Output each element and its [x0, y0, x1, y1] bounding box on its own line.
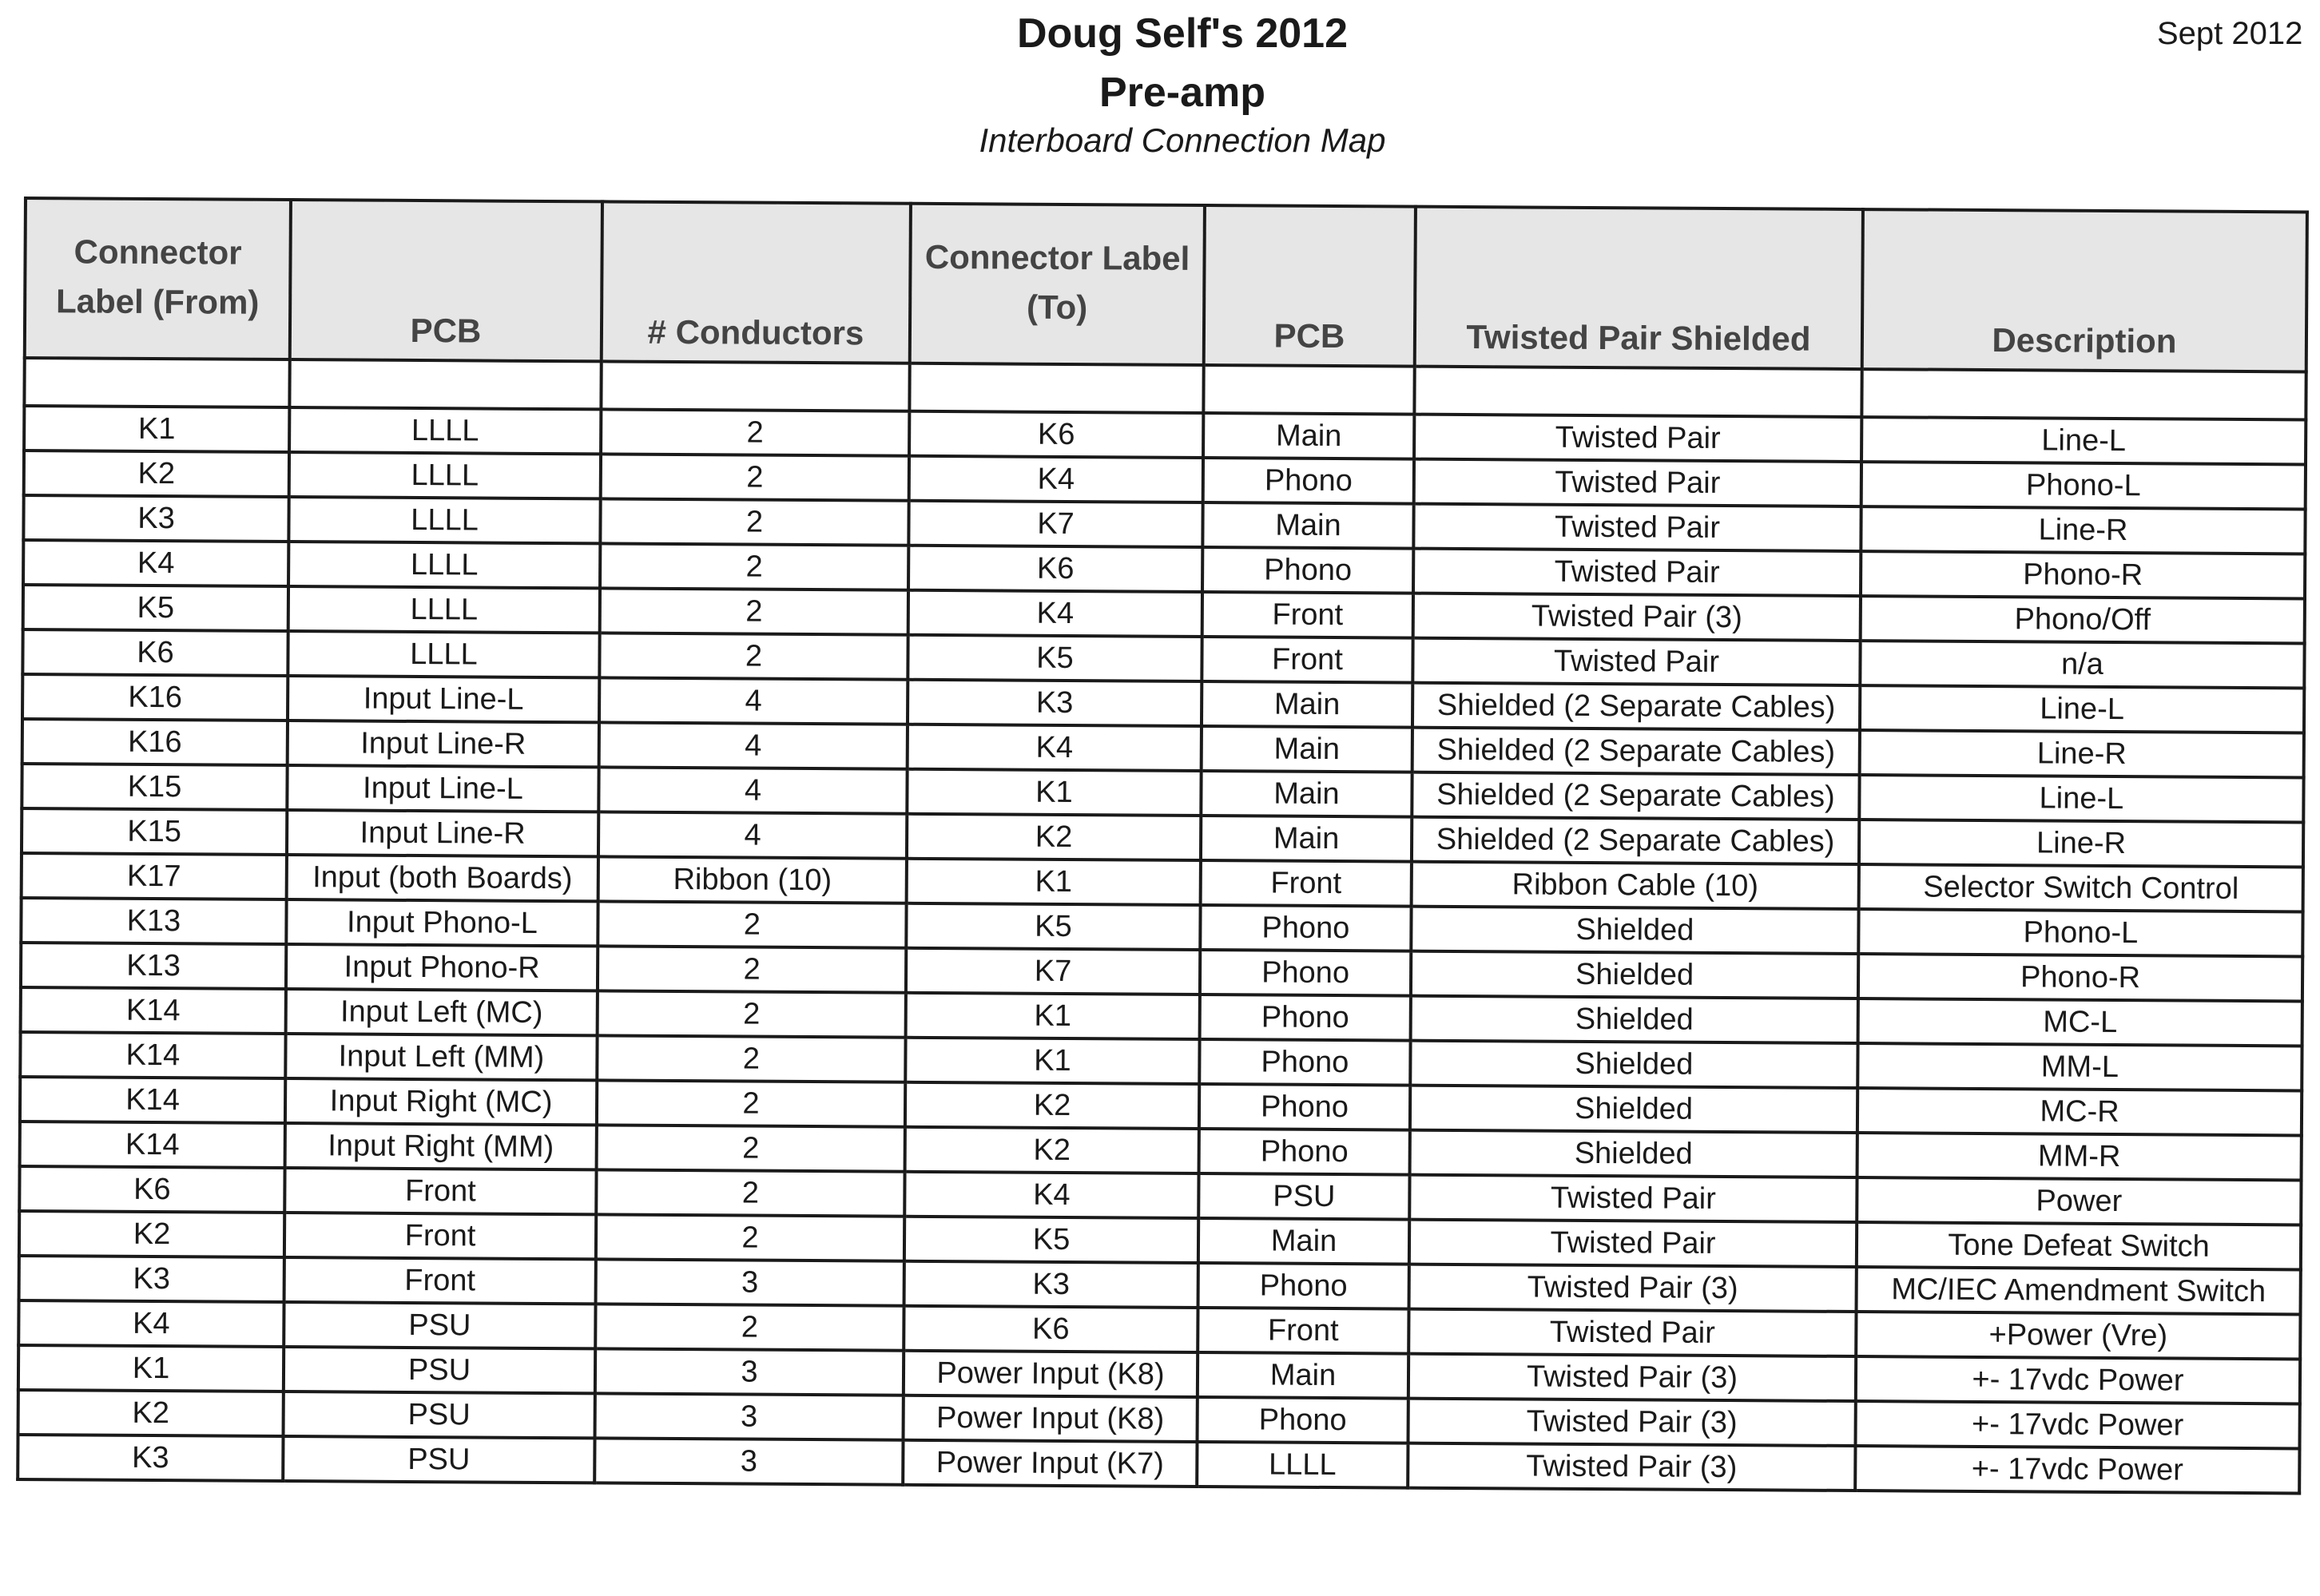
cell-pcb-to: Main [1202, 502, 1413, 549]
cell-twisted-pair: Shielded [1410, 1086, 1857, 1133]
cell-description: Line-L [1861, 417, 2306, 464]
cell-description: Line-R [1859, 820, 2303, 867]
cell-description: MC-R [1857, 1088, 2302, 1135]
cell-pcb-from: Front [284, 1168, 596, 1214]
cell-conductors: 4 [598, 767, 907, 813]
cell-pcb-from: PSU [283, 1436, 594, 1483]
cell-connector-to: K4 [909, 456, 1203, 502]
cell-connector-to: K6 [908, 546, 1202, 592]
cell-pcb-from: Input Line-L [288, 676, 599, 722]
cell-twisted-pair: Shielded [1410, 1130, 1857, 1177]
cell-pcb-to: Main [1198, 1352, 1408, 1399]
cell-pcb-from: Front [284, 1257, 596, 1304]
cell-connector-to: Power Input (K7) [903, 1440, 1197, 1487]
document-header [0, 0, 2320, 184]
cell-conductors: 3 [595, 1393, 904, 1439]
cell-conductors: 2 [598, 946, 906, 992]
cell-conductors: 2 [598, 991, 906, 1037]
cell-twisted-pair: Twisted Pair (3) [1408, 1399, 1855, 1446]
cell-connector-from: K2 [18, 1390, 284, 1436]
cell-description: Line-R [1861, 506, 2305, 554]
cell-connector-from: K6 [19, 1166, 284, 1213]
cell-pcb-from: Input (both Boards) [287, 855, 598, 901]
cell-pcb-from: LLLL [288, 631, 599, 677]
cell-pcb-to: Phono [1200, 950, 1411, 996]
cell-description: Tone Defeat Switch [1857, 1222, 2301, 1269]
cell-pcb-from: Input Phono-R [286, 944, 598, 991]
cell-pcb-to: Phono [1198, 1397, 1408, 1443]
cell-connector-to: K4 [908, 725, 1202, 771]
cell-pcb-to: Front [1198, 1308, 1408, 1354]
cell-pcb-from: Input Line-R [288, 721, 599, 767]
cell-twisted-pair: Shielded (2 Separate Cables) [1412, 683, 1860, 730]
cell-conductors: 2 [600, 543, 908, 590]
cell-twisted-pair: Shielded [1410, 1041, 1857, 1088]
cell-conductors: 4 [599, 722, 908, 768]
document-date: Sept 2012 [2157, 16, 2303, 51]
cell-description: Phono-R [1861, 551, 2305, 598]
header-row [25, 198, 2307, 371]
cell-twisted-pair: Twisted Pair (3) [1413, 594, 1861, 641]
cell-connector-to: K1 [906, 993, 1200, 1039]
cell-conductors: 3 [596, 1259, 904, 1305]
cell-conductors: 2 [600, 498, 908, 545]
column-header-label: PCB [410, 311, 482, 350]
column-header-twisted-pair [1415, 207, 1863, 369]
column-header-label: PCB [1273, 316, 1345, 355]
cell-conductors: 2 [599, 633, 908, 679]
cell-connector-from: K17 [22, 853, 287, 899]
cell-connector-from: K14 [20, 1032, 285, 1078]
cell-description: +Power (Vre) [1856, 1312, 2300, 1359]
cell-connector-from: K14 [20, 1122, 285, 1168]
cell-description: Phono-L [1861, 462, 2306, 509]
cell-connector-from: K13 [21, 943, 286, 989]
cell-connector-to: Power Input (K8) [904, 1396, 1198, 1442]
cell-conductors: 2 [601, 409, 909, 455]
cell-pcb-from: Input Right (MM) [285, 1123, 597, 1169]
cell-conductors: 2 [597, 1035, 905, 1082]
cell-twisted-pair: Twisted Pair (3) [1409, 1264, 1857, 1312]
cell-connector-from: K5 [23, 585, 288, 631]
table-cell-empty [24, 358, 289, 407]
cell-pcb-to: Main [1201, 816, 1412, 862]
cell-connector-from: K15 [22, 764, 287, 810]
table-cell-empty [1203, 365, 1414, 415]
cell-twisted-pair: Ribbon Cable (10) [1412, 862, 1859, 909]
column-header-label: # Conductors [647, 312, 864, 352]
cell-pcb-from: PSU [284, 1392, 595, 1438]
cell-description: MM-R [1857, 1133, 2302, 1180]
cell-pcb-to: PSU [1198, 1173, 1409, 1220]
cell-pcb-from: LLLL [289, 452, 601, 498]
cell-twisted-pair: Shielded (2 Separate Cables) [1412, 728, 1860, 775]
cell-conductors: 4 [598, 812, 907, 858]
cell-pcb-from: Input Right (MC) [285, 1078, 597, 1125]
column-header-label: Connector Label (To) [924, 237, 1190, 327]
cell-conductors: 2 [597, 1080, 905, 1126]
cell-pcb-from: Input Line-L [287, 765, 598, 812]
cell-twisted-pair: Twisted Pair [1414, 415, 1861, 462]
cell-description: MM-L [1857, 1043, 2302, 1090]
cell-pcb-to: Main [1202, 726, 1412, 772]
cell-connector-to: K1 [907, 769, 1201, 816]
cell-conductors: 2 [596, 1169, 904, 1216]
cell-description: Phono/Off [1861, 596, 2305, 643]
cell-conductors: 2 [596, 1214, 904, 1261]
cell-pcb-to: Front [1202, 637, 1412, 683]
cell-connector-from: K2 [19, 1211, 284, 1257]
cell-pcb-to: LLLL [1197, 1442, 1408, 1488]
cell-description: Power [1857, 1177, 2301, 1225]
cell-description: Phono-R [1858, 954, 2302, 1001]
cell-connector-from: K2 [24, 451, 289, 497]
cell-pcb-from: Input Left (MM) [285, 1034, 597, 1080]
cell-pcb-to: Phono [1200, 905, 1411, 951]
cell-twisted-pair: Twisted Pair (3) [1408, 1354, 1856, 1401]
cell-pcb-to: Main [1203, 413, 1414, 459]
column-header-description [1862, 209, 2307, 371]
table-cell-empty [1414, 367, 1861, 417]
cell-pcb-to: Phono [1199, 1084, 1410, 1130]
cell-description: MC/IEC Amendment Switch [1857, 1267, 2301, 1314]
cell-pcb-from: Input Line-R [287, 810, 598, 856]
cell-pcb-to: Front [1201, 860, 1412, 907]
column-header-connector-from [25, 198, 291, 359]
cell-connector-to: K2 [905, 1127, 1199, 1173]
cell-pcb-from: Input Left (MC) [286, 989, 598, 1035]
cell-pcb-to: Phono [1202, 547, 1413, 594]
cell-connector-to: K3 [904, 1261, 1198, 1308]
cell-description: n/a [1860, 641, 2304, 688]
cell-connector-to: K7 [908, 501, 1202, 547]
table-cell-empty [601, 361, 909, 411]
cell-twisted-pair: Shielded [1411, 907, 1858, 954]
cell-pcb-from: LLLL [288, 497, 600, 543]
cell-connector-from: K6 [22, 629, 288, 676]
cell-description: +- 17vdc Power [1856, 1356, 2300, 1403]
cell-twisted-pair: Twisted Pair [1409, 1220, 1857, 1267]
cell-connector-from: K16 [22, 674, 288, 721]
cell-connector-to: K5 [906, 903, 1200, 950]
document-title: Doug Self's 2012 [1016, 10, 1349, 57]
cell-description: +- 17vdc Power [1855, 1446, 2299, 1493]
connection-table-wrapper [16, 197, 2306, 1495]
cell-connector-to: K5 [904, 1217, 1198, 1263]
cell-connector-from: K14 [21, 987, 286, 1034]
cell-twisted-pair: Twisted Pair [1408, 1309, 1856, 1356]
cell-connector-to: Power Input (K8) [904, 1351, 1198, 1397]
cell-connector-from: K1 [24, 406, 289, 452]
cell-connector-to: K4 [904, 1172, 1198, 1218]
cell-twisted-pair: Shielded [1411, 951, 1858, 998]
cell-pcb-to: Phono [1199, 1129, 1410, 1175]
cell-connector-from: K15 [22, 808, 287, 855]
cell-connector-to: K2 [905, 1082, 1199, 1129]
cell-twisted-pair: Twisted Pair [1412, 638, 1860, 685]
cell-description: Line-L [1859, 775, 2303, 822]
cell-connector-to: K1 [905, 1038, 1199, 1084]
table-cell-empty [909, 363, 1203, 413]
cell-connector-to: K6 [909, 411, 1203, 458]
cell-twisted-pair: Twisted Pair [1414, 459, 1861, 506]
cell-twisted-pair: Twisted Pair [1413, 549, 1861, 596]
cell-twisted-pair: Twisted Pair [1409, 1175, 1857, 1222]
cell-connector-to: K5 [908, 635, 1202, 681]
cell-pcb-from: Input Phono-L [286, 899, 598, 946]
cell-connector-from: K3 [18, 1435, 283, 1481]
cell-conductors: 4 [599, 677, 908, 724]
cell-connector-from: K4 [18, 1300, 284, 1347]
column-header-label: Connector Label (From) [55, 232, 260, 321]
cell-twisted-pair: Shielded (2 Separate Cables) [1412, 772, 1859, 820]
cell-twisted-pair: Twisted Pair [1413, 504, 1861, 551]
cell-conductors: 3 [595, 1348, 904, 1395]
cell-pcb-to: Front [1202, 592, 1413, 638]
table-cell-empty [1861, 369, 2306, 419]
cell-conductors: 3 [594, 1438, 903, 1484]
cell-connector-to: K3 [908, 680, 1202, 726]
cell-pcb-to: Main [1202, 681, 1412, 728]
cell-description: Selector Switch Control [1859, 864, 2303, 911]
cell-description: Line-L [1860, 685, 2304, 732]
cell-connector-to: K4 [908, 590, 1202, 637]
cell-conductors: 2 [600, 588, 908, 634]
table-cell-empty [289, 359, 601, 409]
cell-connector-from: K1 [18, 1345, 284, 1392]
cell-pcb-from: LLLL [288, 586, 600, 633]
cell-twisted-pair: Twisted Pair (3) [1408, 1443, 1855, 1491]
cell-description: Line-R [1860, 730, 2304, 777]
table-body [18, 358, 2306, 1493]
cell-description: MC-L [1858, 998, 2302, 1046]
column-header-pcb-from [290, 200, 602, 361]
cell-pcb-to: Main [1201, 771, 1412, 817]
cell-pcb-to: Phono [1199, 1039, 1410, 1086]
cell-conductors: Ribbon (10) [598, 856, 907, 903]
cell-conductors: 2 [601, 454, 909, 500]
connection-table [16, 197, 2309, 1495]
column-header-label: Twisted Pair Shielded [1466, 318, 1811, 358]
column-header-conductors [602, 201, 911, 363]
cell-pcb-from: LLLL [289, 407, 601, 454]
column-header-pcb-to [1204, 205, 1416, 367]
cell-connector-to: K1 [907, 859, 1201, 905]
cell-connector-to: K2 [907, 814, 1201, 860]
cell-twisted-pair: Shielded (2 Separate Cables) [1412, 817, 1859, 864]
cell-twisted-pair: Shielded [1411, 996, 1858, 1043]
cell-description: +- 17vdc Power [1855, 1401, 2299, 1448]
cell-conductors: 2 [598, 901, 906, 947]
cell-connector-from: K3 [23, 495, 288, 542]
cell-pcb-to: Phono [1203, 458, 1414, 504]
document-subtitle: Pre-amp [1098, 69, 1266, 116]
document-caption: Interboard Connection Map [979, 121, 1386, 159]
cell-connector-from: K3 [19, 1256, 284, 1302]
cell-connector-from: K4 [23, 540, 288, 586]
cell-conductors: 2 [597, 1125, 905, 1171]
cell-pcb-to: Main [1198, 1218, 1409, 1264]
cell-connector-from: K16 [22, 719, 288, 765]
cell-pcb-from: Front [284, 1213, 596, 1259]
cell-pcb-from: LLLL [288, 542, 600, 588]
cell-connector-to: K7 [906, 948, 1200, 995]
cell-pcb-from: PSU [284, 1347, 595, 1393]
cell-description: Phono-L [1858, 909, 2302, 956]
column-header-connector-to [910, 204, 1205, 365]
cell-connector-from: K14 [20, 1077, 285, 1123]
cell-connector-to: K6 [904, 1306, 1198, 1352]
cell-conductors: 2 [595, 1304, 904, 1350]
cell-connector-from: K13 [21, 898, 286, 944]
cell-pcb-to: Phono [1198, 1263, 1409, 1309]
cell-pcb-to: Phono [1200, 995, 1411, 1041]
cell-pcb-from: PSU [284, 1302, 595, 1348]
column-header-label: Description [1992, 321, 2177, 360]
